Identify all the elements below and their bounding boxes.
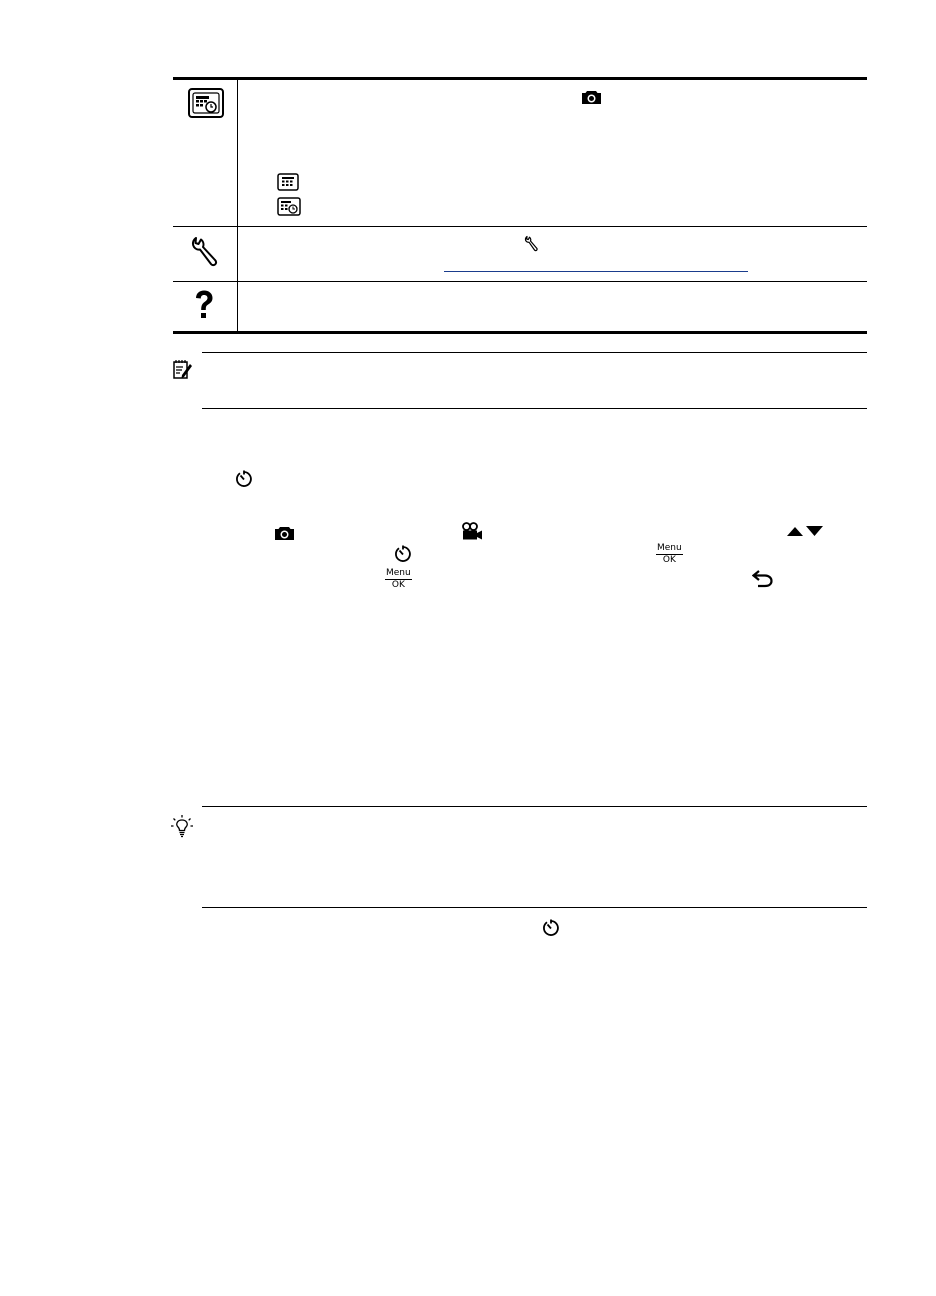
menu-label: Menu bbox=[386, 568, 411, 578]
camera-icon bbox=[581, 89, 602, 105]
tip-bottom-rule bbox=[202, 907, 867, 908]
hyperlink-underline[interactable] bbox=[444, 271, 748, 272]
ok-label: OK bbox=[662, 555, 676, 565]
calendar-clock-small-icon bbox=[277, 197, 301, 216]
wrench-icon bbox=[190, 235, 218, 267]
self-timer-icon bbox=[394, 545, 412, 563]
ok-label: OK bbox=[391, 580, 405, 590]
camera-icon bbox=[274, 525, 295, 541]
note-bottom-rule bbox=[202, 408, 867, 409]
self-timer-icon bbox=[235, 470, 253, 488]
table-top-rule bbox=[173, 77, 867, 80]
table-bottom-rule bbox=[173, 331, 867, 334]
table-row-divider bbox=[173, 226, 867, 227]
menu-ok-button-glyph[interactable] bbox=[656, 544, 683, 565]
wrench-icon bbox=[524, 235, 538, 252]
note-top-rule bbox=[202, 352, 867, 353]
up-down-arrows-icon[interactable] bbox=[786, 525, 824, 537]
table-row-divider bbox=[173, 281, 867, 282]
calendar-icon bbox=[277, 173, 299, 191]
light-bulb-icon bbox=[170, 814, 194, 838]
menu-ok-button-glyph[interactable] bbox=[385, 569, 412, 590]
calendar-clock-icon bbox=[188, 88, 224, 118]
back-arrow-icon[interactable] bbox=[752, 568, 774, 588]
table-column-divider bbox=[237, 80, 238, 332]
question-mark-icon bbox=[192, 289, 216, 321]
menu-label: Menu bbox=[657, 543, 682, 553]
video-camera-icon bbox=[461, 522, 483, 541]
self-timer-icon bbox=[542, 919, 560, 937]
tip-top-rule bbox=[202, 806, 867, 807]
note-pad-icon bbox=[173, 359, 193, 381]
